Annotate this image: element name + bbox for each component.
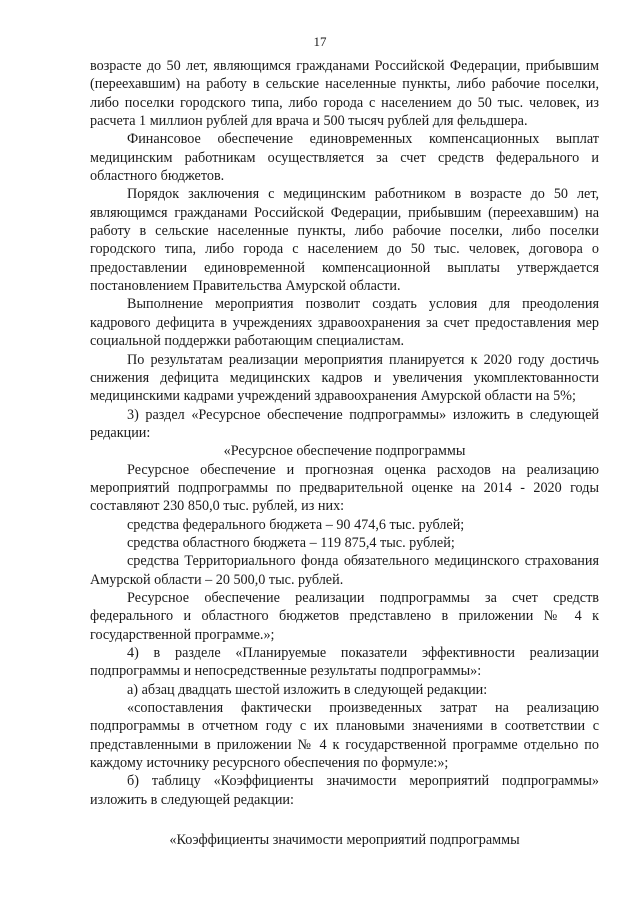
- paragraph-expected-results: По результатам реализации мероприятия планируется к 2020 году достичь снижения дефицита медицинских кадров и увеличения укомплектованности медицинскими кадрами учреждений здравоохранения Амурской области на 5%;: [90, 351, 599, 405]
- document-body: [90, 57, 599, 849]
- page-number: 17: [313, 34, 327, 49]
- paragraph-resource-total: Ресурсное обеспечение и прогнозная оценка расходов на реализацию мероприятий подпрограммы по предварительной оценке на 2014 - 2020 годы составляют 230 850,0 тыс. рублей, из них:: [90, 461, 599, 515]
- paragraph-insurance-fund: средства Территориального фонда обязательного медицинского страхования Амурской области – 20 500,0 тыс. рублей.: [90, 553, 599, 588]
- paragraph-comparison-formula: «сопоставления фактически произведенных затрат на реализацию подпрограммы в отчетном году с их плановыми значениями в соответствии с представленными в приложении № 4 к государственной программе отдельно по каждому источнику ресурсного обеспечения по формуле:»;: [90, 700, 599, 772]
- paragraph-item-4: 4) в разделе «Планируемые показатели эффективности реализации подпрограммы и непосредственные результаты подпрограммы»:: [90, 645, 599, 680]
- paragraph-item-4b: б) таблицу «Коэффициенты значимости мероприятий подпрограммы» изложить в следующей редакции:: [90, 773, 599, 808]
- paragraph-appendix-reference: Ресурсное обеспечение реализации подпрограммы за счет средств федерального и областного бюджетов представлено в приложении № 4 к государственной программе.»;: [90, 589, 599, 643]
- section-heading-resources: «Ресурсное обеспечение подпрограммы: [223, 443, 466, 460]
- paragraph-item-3: 3) раздел «Ресурсное обеспечение подпрограммы» изложить в следующей редакции:: [90, 406, 599, 441]
- table-title-coefficients: «Коэффициенты значимости мероприятий подпрограммы: [169, 832, 520, 849]
- paragraph-contract-procedure: Порядок заключения с медицинским работником в возрасте до 50 лет, являющимся гражданами Российской Федерации, прибывшим (переехавшим) на работу в сельские населенные пункты, либо рабочие поселки, либо поселки городского типа, либо города с населением до 50 тыс. человек, договора о предоставлении единовременной компенсационной выплаты утверждается постановлением Правительства Амурской области.: [90, 186, 599, 295]
- paragraph-item-4a: а) абзац двадцать шестой изложить в следующей редакции:: [127, 681, 488, 698]
- paragraph-bonus-conditions: возрасте до 50 лет, являющимся гражданами Российской Федерации, прибывшим (переехавшим) на работу в сельские населенные пункты, либо рабочие поселки, либо поселки городского типа, либо города с населением до 50 тыс. человек, из расчета 1 миллион рублей для врача и 500 тысяч рублей для фельдшера.: [90, 58, 599, 130]
- paragraph-measure-effect: Выполнение мероприятия позволит создать условия для преодоления кадрового дефицита в учреждениях здравоохранения за счет предоставления мер социальной поддержки работающим специалистам.: [90, 296, 599, 350]
- paragraph-regional-budget: средства областного бюджета – 119 875,4 тыс. рублей;: [127, 534, 455, 551]
- paragraph-financing: Финансовое обеспечение единовременных компенсационных выплат медицинским работникам осуществляется за счет средств федерального и областного бюджетов.: [90, 131, 599, 185]
- paragraph-federal-budget: средства федерального бюджета – 90 474,6 тыс. рублей;: [127, 516, 465, 533]
